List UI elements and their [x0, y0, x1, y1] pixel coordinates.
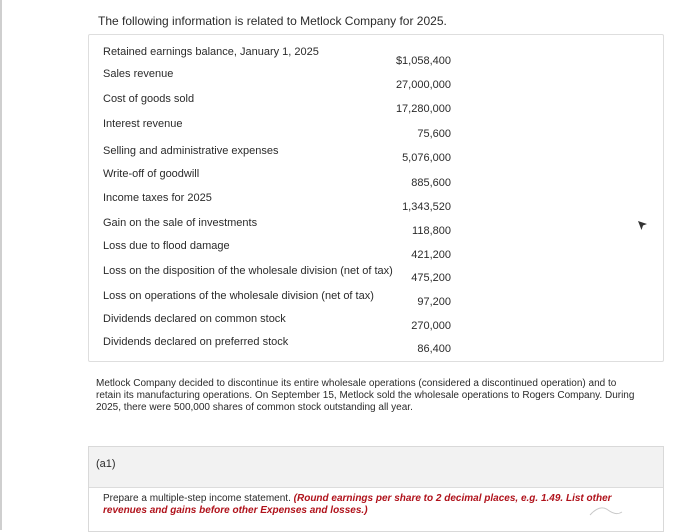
item-value: 885,600	[411, 177, 451, 189]
intro-text: The following information is related to Metlock Company for 2025.	[98, 14, 447, 28]
item-value: 5,076,000	[402, 152, 451, 164]
item-value: 270,000	[411, 320, 451, 332]
part-label: (a1)	[96, 458, 116, 470]
item-value: 75,600	[417, 128, 451, 140]
item-label: Income taxes for 2025	[103, 192, 212, 204]
instruction-text	[103, 493, 643, 517]
part-a1-panel	[88, 446, 664, 532]
item-label: Write-off of goodwill	[103, 168, 200, 180]
instruction-emphasis: (Round earnings per share to 2 decimal places, e.g. 1.49. List other revenues and gains before other Expenses and losses.)	[103, 493, 612, 516]
item-value: 1,343,520	[402, 201, 451, 213]
item-value: 27,000,000	[395, 79, 451, 91]
item-label: Retained earnings balance, January 1, 2025	[103, 46, 319, 58]
discontinued-operation-note: Metlock Company decided to discontinue its entire wholesale operations (considered a discontinued operation) and to retain its manufacturing operations. On September 15, Metlock sold the wholesale operations to Rogers Company. During 2025, there were 500,000 shares of common stock outstanding all year.	[96, 378, 635, 413]
item-label: Loss on the disposition of the wholesale division (net of tax)	[103, 265, 393, 277]
mouse-cursor-icon	[637, 220, 649, 232]
part-header	[89, 447, 663, 488]
item-value: 475,200	[411, 272, 451, 284]
item-label: Gain on the sale of investments	[103, 217, 258, 229]
item-value: 118,800	[412, 225, 451, 237]
item-value: 421,200	[411, 249, 451, 261]
pen-annotation-icon	[588, 500, 624, 520]
item-label: Dividends declared on common stock	[103, 313, 286, 325]
item-label: Loss due to flood damage	[103, 240, 230, 252]
item-label: Selling and administrative expenses	[103, 145, 279, 157]
item-label: Dividends declared on preferred stock	[103, 336, 289, 348]
item-label: Loss on operations of the wholesale division (net of tax)	[103, 290, 374, 302]
item-value: $1,058,400	[395, 55, 451, 67]
item-label: Cost of goods sold	[103, 93, 195, 105]
item-value: 97,200	[417, 296, 451, 308]
item-value: 86,400	[417, 343, 451, 355]
instruction-plain: Prepare a multiple-step income statement.	[103, 493, 294, 504]
page-left-border	[0, 0, 2, 530]
item-label: Sales revenue	[103, 68, 174, 80]
item-value: 17,280,000	[395, 103, 451, 115]
item-label: Interest revenue	[103, 118, 183, 130]
